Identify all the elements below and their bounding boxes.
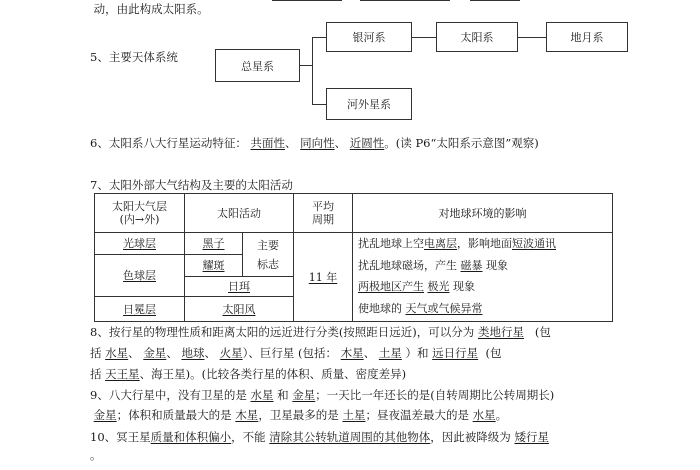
main-sign-line1: 主要 — [257, 238, 279, 252]
q9-l2d: ，卫星最多的是 — [258, 408, 339, 422]
period-value-text: 11 年 — [308, 270, 338, 284]
box-hewaixingxi: 河外星系 — [326, 88, 412, 120]
q9-l2h: 。 — [495, 408, 508, 422]
top-line-text: 动，由此构成太阳系。 — [93, 2, 209, 16]
impact-3-c: 现象 — [453, 280, 475, 293]
header-activity: 太阳活动 — [217, 206, 261, 220]
q9-mercury: 水星 — [250, 388, 274, 402]
q9-jupiter: 木星 — [235, 408, 259, 422]
q10-a: 10、冥王星 — [90, 430, 151, 444]
q6-suffix: 。(读 P6“太阳系示意图”观察) — [384, 136, 539, 150]
q8-sep: 、 — [363, 346, 376, 360]
q6-answer-1: 共面性 — [250, 136, 285, 150]
q8-venus: 金星 — [143, 346, 167, 360]
q10-e: ，因此被降级为 — [430, 430, 511, 444]
q9-mercury-temp: 水星 — [472, 408, 496, 422]
impact-row — [358, 302, 483, 315]
q8-l2o: (包 — [485, 346, 502, 360]
header-layer — [95, 194, 184, 232]
impact-3-b: 极光 — [427, 280, 450, 293]
q9-saturn: 土星 — [342, 408, 366, 422]
impact-1-a: 扰乱地球上空 — [358, 237, 424, 250]
trailing-dot: 。 — [90, 448, 102, 462]
q10-c: ，不能 — [231, 430, 266, 444]
q8-earth: 地球 — [181, 346, 205, 360]
q6-prefix: 6、太阳系八大行星运动特征： — [90, 136, 247, 150]
box-diyuexi: 地月系 — [546, 22, 628, 52]
q10-dwarf-planet: 矮行星 — [514, 430, 549, 444]
activity-main-sign — [243, 233, 293, 276]
q8-line-2 — [90, 346, 501, 360]
q9-and: 和 — [277, 388, 289, 402]
activity-prominence-text: 日珥 — [228, 280, 250, 293]
q7-title: 7、太阳外部大气结构及主要的太阳活动 — [90, 178, 293, 192]
q8-l2i: ）、巨行星 (包括： — [242, 346, 338, 360]
main-sign-line2: 标志 — [257, 257, 279, 271]
header-layer-line2: (内→外) — [119, 213, 160, 226]
impact-1-d: 短波通讯 — [512, 237, 556, 250]
activity-flare-text: 耀斑 — [202, 259, 225, 272]
q8-l2a: 括 — [90, 346, 102, 360]
q8-sep: 、 — [128, 346, 140, 360]
q8-line-1 — [90, 325, 551, 339]
q8-l2m: ）和 — [405, 346, 429, 360]
q8-far-planets: 远日行星 — [432, 346, 479, 360]
q8-uranus: 天王星 — [105, 367, 140, 381]
impact-3-a: 两极地区产生 — [358, 280, 424, 293]
q10-line — [90, 430, 549, 444]
q8-line-3 — [90, 367, 406, 381]
q8-l1a: 8、按行星的物理性质和距离太阳的远近进行分类(按照距日远近)，可以分为 — [90, 325, 475, 339]
q8-jupiter: 木星 — [340, 346, 364, 360]
impact-1-c: ，影响地面 — [457, 237, 512, 250]
activity-prominence — [185, 277, 293, 296]
q8-saturn: 土星 — [378, 346, 402, 360]
q9-venus: 金星 — [292, 388, 316, 402]
activity-solar-wind — [185, 297, 293, 321]
impact-row — [358, 237, 556, 250]
header-impact: 对地球环境的影响 — [438, 206, 527, 220]
q10-d: 清除其公转轨道周围的其他物体 — [269, 430, 431, 444]
q8-l3c: 、海王星)。(比较各类行星的体积、质量、密度差异) — [139, 367, 407, 381]
q6-sep-1: 、 — [284, 136, 297, 150]
box-zongxingxi: 总星系 — [215, 49, 300, 82]
activity-solar-wind-text: 太阳风 — [222, 302, 256, 316]
impact-2-b: 磁暴 — [460, 259, 483, 272]
q6-answer-2: 同向性 — [300, 136, 335, 150]
layer-corona-text: 日冕层 — [123, 302, 156, 316]
header-period-line2: 周期 — [312, 213, 334, 226]
impact-row — [358, 280, 475, 293]
impact-row — [358, 259, 508, 272]
q9-l2f: ；昼夜温差最大的是 — [365, 408, 469, 422]
impact-4-b: 天气或气候异常 — [405, 302, 483, 315]
header-period — [294, 194, 352, 232]
q8-mars: 火星 — [219, 346, 243, 360]
q8-l1c: (包 — [534, 325, 551, 339]
q9-l1a: 9、八大行星中，没有卫星的是 — [90, 388, 247, 402]
layer-photosphere — [95, 233, 184, 254]
layer-chromosphere — [95, 255, 184, 296]
header-period-line1: 平均 — [312, 200, 334, 213]
activity-flare — [185, 255, 242, 276]
impact-1-b: 电离层 — [424, 237, 457, 250]
q10-b: 质量和体积偏小 — [150, 430, 232, 444]
q8-mercury: 水星 — [105, 346, 129, 360]
q8-terrestrial: 类地行星 — [477, 325, 524, 339]
impact-2-c: 现象 — [486, 259, 508, 272]
activity-sunspot — [185, 233, 242, 254]
period-value — [294, 233, 352, 321]
q9-line-2 — [90, 408, 507, 422]
activity-sunspot-text: 黑子 — [202, 237, 225, 250]
q8-sep: 、 — [204, 346, 216, 360]
q8-sep: 、 — [166, 346, 178, 360]
impact-4-a: 使地球的 — [358, 302, 402, 315]
layer-chromosphere-text: 色球层 — [123, 269, 156, 282]
box-taiyangxi: 太阳系 — [436, 22, 518, 52]
layer-photosphere-text: 光球层 — [123, 237, 156, 250]
impact-2-a: 扰乱地球磁场，产生 — [358, 259, 457, 272]
q8-l3a: 括 — [90, 367, 102, 381]
layer-corona — [95, 297, 184, 321]
header-layer-line1: 太阳大气层 — [112, 200, 167, 213]
q9-line-1 — [90, 388, 554, 402]
q6-answer-3: 近圆性 — [349, 136, 385, 150]
q9-l1e: ；一天比一年还长的是(自转周期比公转周期长) — [315, 388, 555, 402]
q9-venus-answer: 金星 — [93, 408, 117, 422]
q5-label: 5、主要天体系统 — [90, 50, 178, 64]
q9-l2b: ；体积和质量最大的是 — [116, 408, 232, 422]
q6-sep-2: 、 — [334, 136, 347, 150]
box-yinhexi: 银河系 — [326, 22, 412, 52]
